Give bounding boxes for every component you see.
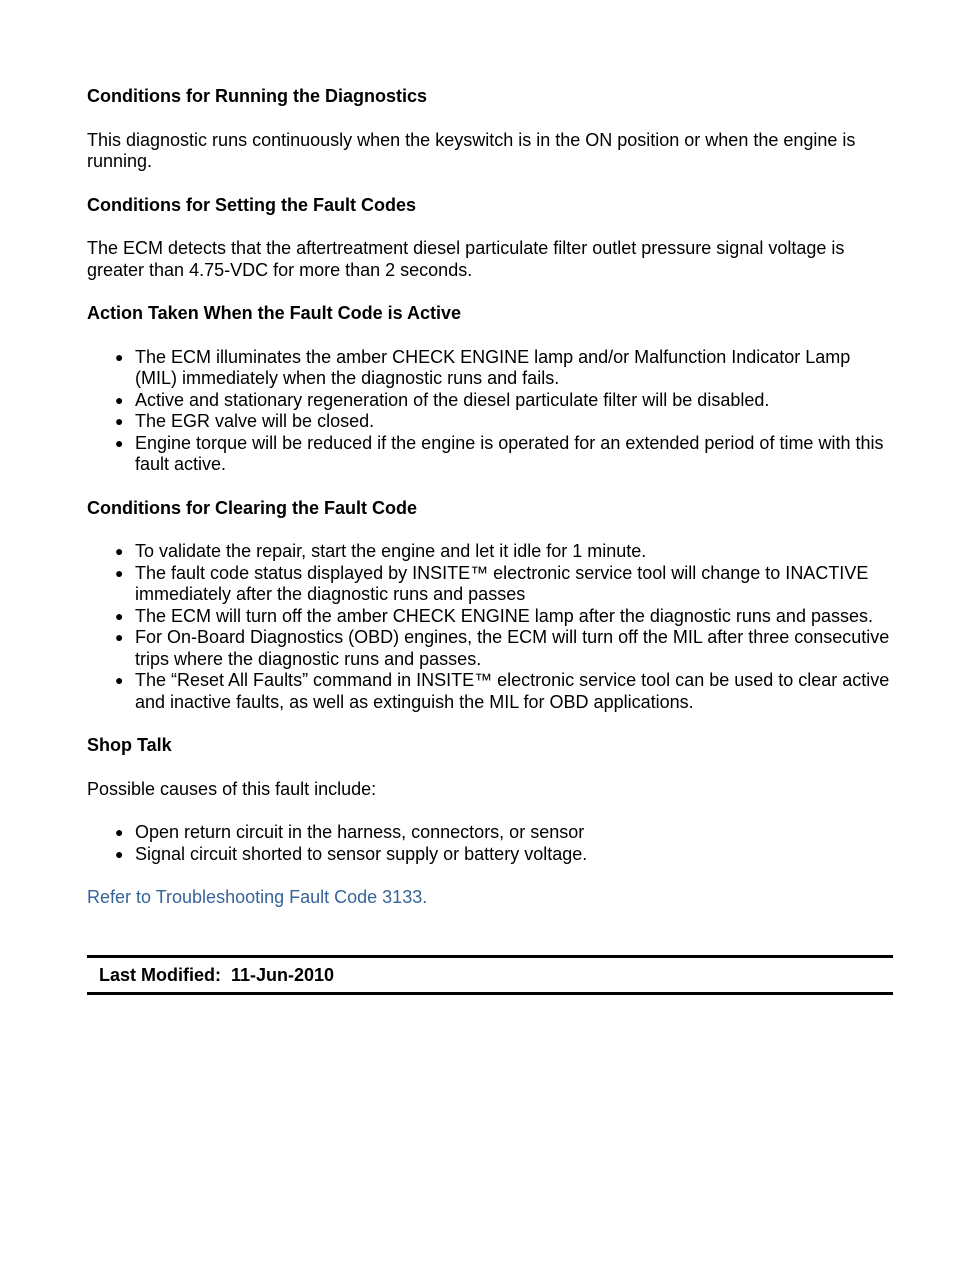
bullet-icon: ● — [115, 543, 124, 559]
list-item — [87, 627, 893, 670]
list-item-text: For On-Board Diagnostics (OBD) engines, the ECM will turn off the MIL after three consecutive trips where the diagnostic runs and passes. — [135, 627, 890, 669]
clearing-heading: Conditions for Clearing the Fault Code — [87, 497, 417, 518]
list-item — [87, 844, 893, 866]
setting-heading: Conditions for Setting the Fault Codes — [87, 194, 416, 215]
last-modified-text: Last Modified: 11-Jun-2010 — [99, 965, 335, 985]
list-item — [87, 411, 893, 433]
list-item — [87, 347, 893, 390]
list-item-text: Active and stationary regeneration of the diesel particulate filter will be disabled. — [135, 389, 770, 410]
action-list — [87, 347, 893, 476]
list-item-text: To validate the repair, start the engine and let it idle for 1 minute. — [135, 541, 647, 561]
bullet-icon: ● — [115, 607, 124, 624]
bullet-icon: ● — [115, 824, 124, 840]
list-item-text: Signal circuit shorted to sensor supply or battery voltage. — [135, 843, 588, 864]
bullet-icon: ● — [115, 413, 124, 429]
list-item — [87, 606, 893, 628]
running-text: This diagnostic runs continuously when the keyswitch is in the ON position or when the engine is running. — [87, 129, 856, 171]
list-item — [87, 541, 893, 563]
clearing-list — [87, 541, 893, 713]
action-heading: Action Taken When the Fault Code is Active — [87, 303, 462, 323]
list-item — [87, 670, 893, 713]
list-item-text: The “Reset All Faults” command in INSITE™ electronic service tool can be used to clear active and inactive faults, as well as extinguish the MIL for OBD applications. — [135, 670, 890, 712]
causes-list — [87, 822, 893, 865]
bullet-icon: ● — [115, 672, 124, 688]
list-item-text: Open return circuit in the harness, connectors, or sensor — [135, 822, 585, 842]
list-item — [87, 390, 893, 412]
troubleshooting-link[interactable]: Refer to Troubleshooting Fault Code 3133. — [87, 887, 428, 907]
bullet-icon: ● — [115, 629, 124, 645]
running-heading: Conditions for Running the Diagnostics — [87, 86, 427, 106]
list-item — [87, 822, 893, 844]
list-item-text: The EGR valve will be closed. — [135, 411, 375, 431]
shop-talk-intro: Possible causes of this fault include: — [87, 778, 377, 799]
list-item-text: The ECM illuminates the amber CHECK ENGINE lamp and/or Malfunction Indicator Lamp (MIL) immediately when the diagnostic runs and fails. — [135, 346, 851, 388]
setting-text: The ECM detects that the aftertreatment diesel particulate filter outlet pressure signal voltage is greater than 4.75-VDC for more than 2 seconds. — [87, 238, 845, 280]
list-item — [87, 563, 893, 606]
bullet-icon: ● — [115, 348, 124, 365]
last-modified-bar — [87, 955, 893, 995]
document-body — [87, 86, 893, 931]
bullet-icon: ● — [115, 391, 124, 408]
list-item — [87, 433, 893, 476]
bullet-icon: ● — [115, 845, 124, 862]
bullet-icon: ● — [115, 564, 124, 581]
list-item-text: Engine torque will be reduced if the engine is operated for an extended period of time with this fault active. — [135, 432, 884, 474]
shop-talk-heading: Shop Talk — [87, 735, 172, 755]
list-item-text: The fault code status displayed by INSITE™ electronic service tool will change to INACTIVE immediately after the diagnostic runs and passes — [135, 562, 869, 604]
list-item-text: The ECM will turn off the amber CHECK ENGINE lamp after the diagnostic runs and passes. — [135, 605, 873, 626]
bullet-icon: ● — [115, 434, 124, 451]
